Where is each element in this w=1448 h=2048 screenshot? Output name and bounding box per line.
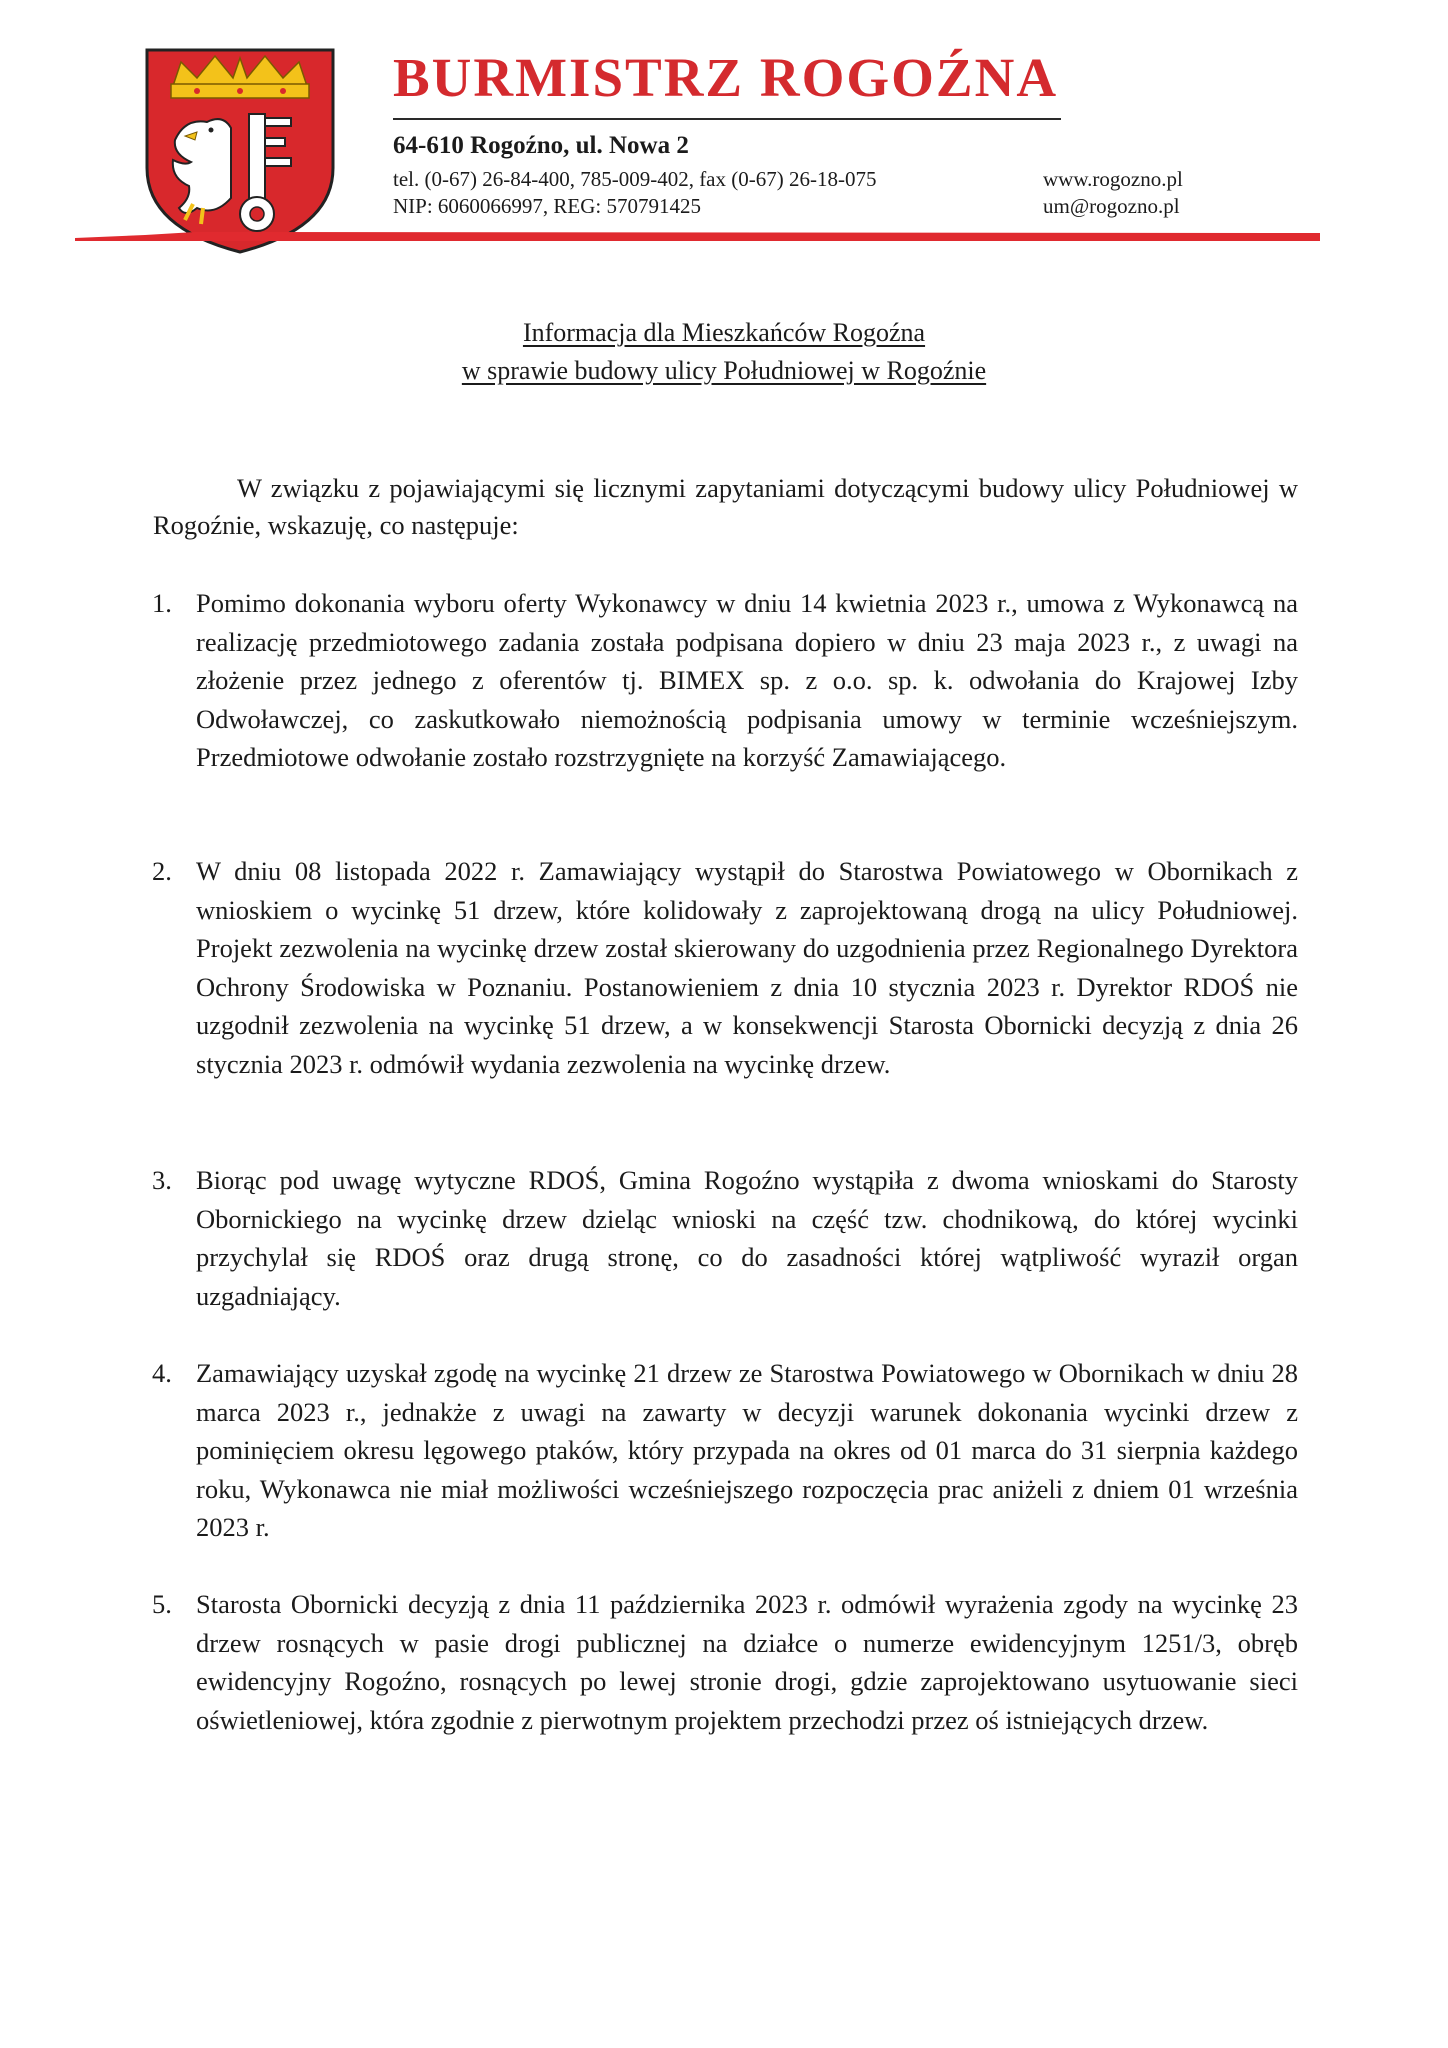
title-divider: [393, 118, 1061, 120]
list-item: [152, 1354, 1298, 1547]
phone-fax-line: tel. (0-67) 26-84-400, 785-009-402, fax (0-67) 26-18-075: [393, 167, 877, 191]
list-item-number: 3.: [152, 1165, 172, 1195]
list-item: [152, 852, 1298, 1083]
list-item-number: 1.: [152, 588, 172, 618]
tax-ids-line: NIP: 6060066997, REG: 570791425: [393, 194, 702, 218]
list-item: [152, 584, 1298, 777]
list-item-text: Starosta Obornicki decyzją z dnia 11 października 2023 r. odmówił wyrażenia zgody na wycinkę 23 drzew rosnących w pasie drogi publicznej na działce o numerze ewidencyjnym 1251/3, obręb ewidencyjny Rogoźno, rosnących po lewej stronie drogi, gdzie zaprojektowano usytuowanie sieci oświetleniowej, która zgodnie z pierwotnym projektem przechodzi przez oś istniejących drzew.: [196, 1589, 1298, 1735]
header-red-band: [75, 229, 1320, 243]
contact-block: [393, 166, 876, 220]
coat-of-arms-logo: [145, 48, 335, 254]
list-item-text: Zamawiający uzyskał zgodę na wycinkę 21 drzew ze Starostwa Powiatowego w Obornikach w dniu 28 marca 2023 r., jednakże z uwagi na zawarty w decyzji warunek dokonania wycinki drzew z pominięciem okresu lęgowego ptaków, który przypada na okres od 01 marca do 31 sierpnia każdego roku, Wykonawca nie miał możliwości wcześniejszego rozpoczęcia prac aniżeli z dniem 01 września 2023 r.: [196, 1358, 1298, 1542]
web-contact-block: [1043, 166, 1183, 220]
list-item: [152, 1161, 1298, 1315]
list-item: [152, 1585, 1298, 1739]
list-item-number: 2.: [152, 856, 172, 886]
list-item-number: 5.: [152, 1589, 172, 1619]
issuer-address: 64-610 Rogoźno, ul. Nowa 2: [393, 132, 689, 159]
list-item-text: W dniu 08 listopada 2022 r. Zamawiający wystąpił do Starostwa Powiatowego w Obornikach z wnioskiem o wycinkę 51 drzew, które kolidowały z zaprojektowaną drogą na ulicy Południowej. Projekt zezwolenia na wycinkę drzew został skierowany do uzgodnienia przez Regionalnego Dyrektora Ochrony Środowiska w Poznaniu. Postanowieniem z dnia 10 stycznia 2023 r. Dyrektor RDOŚ nie uzgodnił zezwolenia na wycinkę 51 drzew, a w konsekwencji Starosta Obornicki decyzją z dnia 26 stycznia 2023 r. odmówił wydania zezwolenia na wycinkę drzew.: [196, 856, 1298, 1079]
list-item-text: Biorąc pod uwagę wytyczne RDOŚ, Gmina Rogoźno wystąpiła z dwoma wnioskami do Starosty Obornickiego na wycinkę drzew dzieląc wnioski na część tzw. chodnikową, do której wycinki przychylał się RDOŚ oraz drugą stronę, co do zasadności której wątpliwość wyraził organ uzgadniający.: [196, 1165, 1298, 1311]
email-link[interactable]: um@rogozno.pl: [1043, 194, 1180, 218]
document-title-line-1: Informacja dla Mieszkańców Rogoźna: [522, 318, 926, 347]
intro-paragraph: W związku z pojawiającymi się licznymi zapytaniami dotyczącymi budowy ulicy Południowej w Rogoźnie, wskazuję, co następuje:: [153, 473, 1298, 540]
issuer-title: BURMISTRZ ROGOŹNA: [393, 47, 1059, 108]
list-item-number: 4.: [152, 1358, 172, 1388]
website-link[interactable]: www.rogozno.pl: [1043, 167, 1183, 191]
document-title-line-2: w sprawie budowy ulicy Południowej w Rogoźnie: [461, 356, 987, 385]
list-item-text: Pomimo dokonania wyboru oferty Wykonawcy w dniu 14 kwietnia 2023 r., umowa z Wykonawcą na realizację przedmiotowego zadania została podpisana dopiero w dniu 23 maja 2023 r., z uwagi na złożenie przez jednego z oferentów tj. BIMEX sp. z o.o. sp. k. odwołania do Krajowej Izby Odwoławczej, co zaskutkowało niemożnością podpisania umowy w terminie wcześniejszym. Przedmiotowe odwołanie zostało rozstrzygnięte na korzyść Zamawiającego.: [196, 588, 1298, 772]
